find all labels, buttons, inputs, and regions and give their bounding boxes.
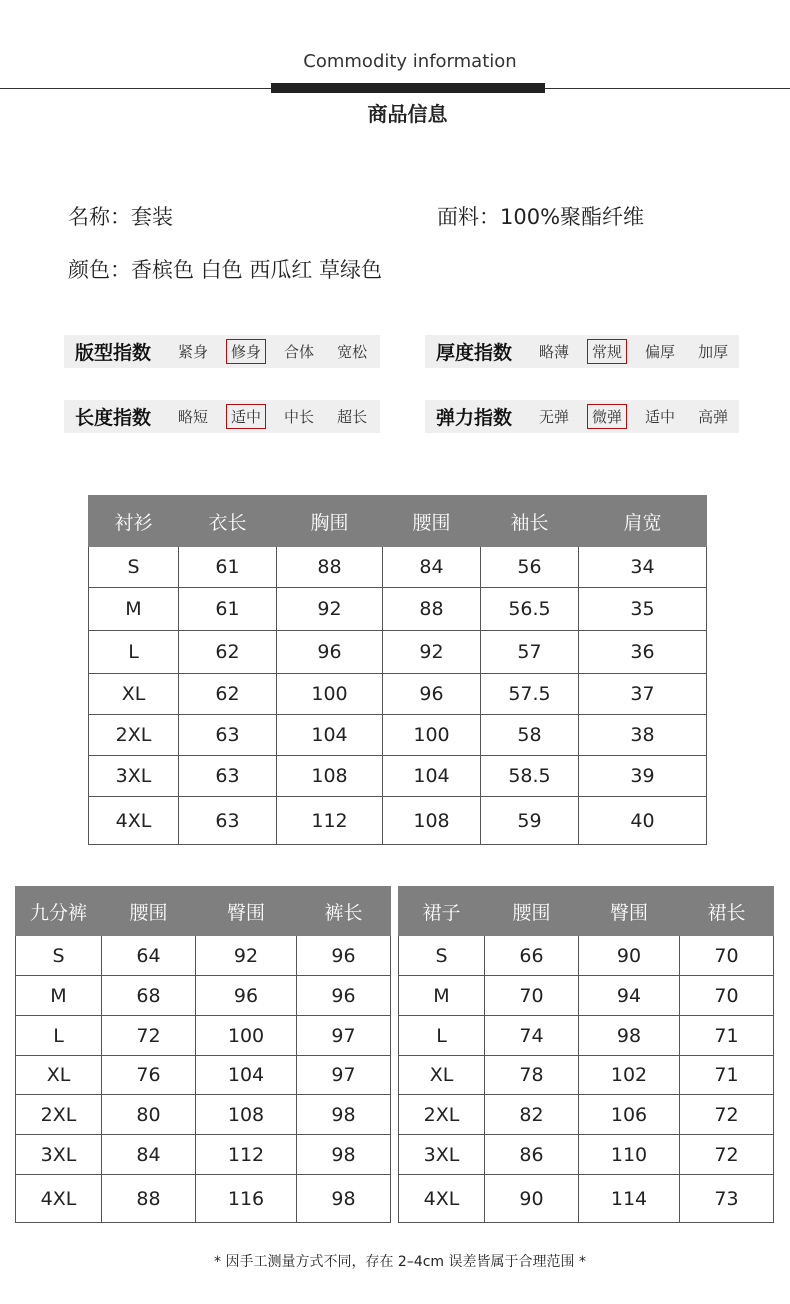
- table-cell: 112: [277, 797, 383, 845]
- table-cell: 84: [383, 547, 481, 588]
- index-option: 无弹: [539, 408, 570, 426]
- table-cell: 96: [383, 674, 481, 715]
- table-cell: 108: [277, 756, 383, 797]
- product-colors: 颜色：香槟色 白色 西瓜红 草绿色: [68, 258, 383, 282]
- table-cell: 96: [277, 631, 383, 674]
- table-row: [16, 1135, 391, 1175]
- table-row: [399, 1175, 774, 1223]
- table-cell: 100: [277, 674, 383, 715]
- index-elasticity: [425, 400, 739, 433]
- table-cell: 104: [196, 1056, 297, 1095]
- table-cell: 86: [485, 1135, 579, 1175]
- table-cell: 74: [485, 1016, 579, 1056]
- index-option: 加厚: [698, 343, 729, 361]
- table-cell: 3XL: [16, 1135, 102, 1175]
- table-cell: 84: [102, 1135, 196, 1175]
- table-cell: 59: [481, 797, 579, 845]
- table-cell: 36: [579, 631, 707, 674]
- index-option: 略短: [178, 408, 209, 426]
- table-cell: 98: [297, 1135, 391, 1175]
- table-cell: XL: [399, 1056, 485, 1095]
- index-label: 版型指数: [75, 342, 152, 364]
- table-cell: L: [16, 1016, 102, 1056]
- table-cell: 96: [297, 936, 391, 976]
- index-length: [64, 400, 380, 433]
- index-option: 高弹: [698, 408, 729, 426]
- table-row: [399, 976, 774, 1016]
- table-cell: 96: [297, 976, 391, 1016]
- table-cell: L: [399, 1016, 485, 1056]
- table-cell: 104: [383, 756, 481, 797]
- table-header-cell: 腰围: [102, 887, 196, 936]
- table-cell: 88: [383, 588, 481, 631]
- table-row: [399, 1095, 774, 1135]
- table-row: [89, 797, 707, 845]
- index-option: 合体: [284, 343, 315, 361]
- table-cell: 40: [579, 797, 707, 845]
- table-cell: 72: [102, 1016, 196, 1056]
- table-cell: 63: [179, 756, 277, 797]
- table-cell: 108: [196, 1095, 297, 1135]
- table-cell: M: [89, 588, 179, 631]
- table-cell: 68: [102, 976, 196, 1016]
- table-cell: 92: [277, 588, 383, 631]
- table-row: [16, 936, 391, 976]
- table-cell: 3XL: [399, 1135, 485, 1175]
- table-row: [399, 1056, 774, 1095]
- table-cell: 78: [485, 1056, 579, 1095]
- table-cell: 72: [680, 1095, 774, 1135]
- table-header-cell: 腰围: [485, 887, 579, 936]
- table-cell: 98: [579, 1016, 680, 1056]
- header-accent-bar: [271, 83, 545, 93]
- table-cell: 71: [680, 1056, 774, 1095]
- table-cell: 80: [102, 1095, 196, 1135]
- index-option: 偏厚: [645, 343, 676, 361]
- table-cell: 58: [481, 715, 579, 756]
- table-row: [16, 1095, 391, 1135]
- table-row: [89, 715, 707, 756]
- table-cell: 82: [485, 1095, 579, 1135]
- table-row: [399, 1135, 774, 1175]
- table-cell: 72: [680, 1135, 774, 1175]
- table-cell: L: [89, 631, 179, 674]
- table-cell: 62: [179, 631, 277, 674]
- table-cell: 34: [579, 547, 707, 588]
- index-option: 略薄: [539, 343, 570, 361]
- table-row: [89, 588, 707, 631]
- table-header-cell: 腰围: [383, 496, 481, 547]
- table-header-cell: 臀围: [196, 887, 297, 936]
- table-header-cell: 胸围: [277, 496, 383, 547]
- table-header-row: [399, 887, 774, 936]
- table-cell: 70: [680, 936, 774, 976]
- table-cell: 71: [680, 1016, 774, 1056]
- table-cell: 88: [277, 547, 383, 588]
- table-cell: 63: [179, 797, 277, 845]
- index-option: 超长: [337, 408, 368, 426]
- table-cell: 94: [579, 976, 680, 1016]
- shirt-size-table: [88, 495, 707, 845]
- table-cell: 56: [481, 547, 579, 588]
- index-option: 适中: [645, 408, 676, 426]
- index-option-selected: 适中: [226, 404, 266, 429]
- table-cell: 76: [102, 1056, 196, 1095]
- product-fabric: 面料：100%聚酯纤维: [437, 205, 645, 229]
- table-row: [399, 936, 774, 976]
- table-cell: 102: [579, 1056, 680, 1095]
- table-cell: 35: [579, 588, 707, 631]
- table-row: [89, 547, 707, 588]
- table-row: [89, 674, 707, 715]
- table-header-cell: 衣长: [179, 496, 277, 547]
- table-cell: 57: [481, 631, 579, 674]
- table-cell: 70: [485, 976, 579, 1016]
- index-option-selected: 修身: [226, 339, 266, 364]
- table-header-cell: 衬衫: [89, 496, 179, 547]
- table-header-cell: 裤长: [297, 887, 391, 936]
- table-header-row: [89, 496, 707, 547]
- index-fit: [64, 335, 380, 368]
- table-cell: 64: [102, 936, 196, 976]
- table-cell: 38: [579, 715, 707, 756]
- product-name: 名称：套装: [68, 205, 173, 229]
- index-label: 弹力指数: [436, 407, 513, 429]
- index-thickness: [425, 335, 739, 368]
- table-cell: 114: [579, 1175, 680, 1223]
- table-cell: 66: [485, 936, 579, 976]
- table-cell: S: [89, 547, 179, 588]
- table-cell: 61: [179, 547, 277, 588]
- table-cell: 90: [579, 936, 680, 976]
- table-header-cell: 肩宽: [579, 496, 707, 547]
- table-cell: 88: [102, 1175, 196, 1223]
- table-row: [16, 976, 391, 1016]
- table-row: [16, 1056, 391, 1095]
- table-cell: 70: [680, 976, 774, 1016]
- table-cell: 104: [277, 715, 383, 756]
- table-row: [89, 631, 707, 674]
- table-cell: 3XL: [89, 756, 179, 797]
- table-row: [16, 1175, 391, 1223]
- table-cell: 2XL: [16, 1095, 102, 1135]
- table-cell: 106: [579, 1095, 680, 1135]
- table-cell: XL: [16, 1056, 102, 1095]
- table-cell: M: [16, 976, 102, 1016]
- table-cell: 96: [196, 976, 297, 1016]
- table-cell: 63: [179, 715, 277, 756]
- table-cell: XL: [89, 674, 179, 715]
- table-cell: 97: [297, 1016, 391, 1056]
- table-cell: 92: [196, 936, 297, 976]
- table-cell: 116: [196, 1175, 297, 1223]
- table-cell: 4XL: [16, 1175, 102, 1223]
- table-cell: 108: [383, 797, 481, 845]
- table-cell: 2XL: [399, 1095, 485, 1135]
- table-cell: 73: [680, 1175, 774, 1223]
- index-option-selected: 常规: [587, 339, 627, 364]
- table-cell: 100: [383, 715, 481, 756]
- index-label: 厚度指数: [436, 342, 513, 364]
- table-cell: S: [16, 936, 102, 976]
- table-cell: 4XL: [399, 1175, 485, 1223]
- table-row: [399, 1016, 774, 1056]
- table-cell: 61: [179, 588, 277, 631]
- table-row: [89, 756, 707, 797]
- table-header-cell: 臀围: [579, 887, 680, 936]
- table-cell: 112: [196, 1135, 297, 1175]
- header-title-en: Commodity information: [303, 51, 517, 72]
- table-cell: 90: [485, 1175, 579, 1223]
- table-header-row: [16, 887, 391, 936]
- table-header-cell: 九分裤: [16, 887, 102, 936]
- table-cell: S: [399, 936, 485, 976]
- table-cell: 92: [383, 631, 481, 674]
- table-cell: 62: [179, 674, 277, 715]
- table-cell: 98: [297, 1175, 391, 1223]
- index-option: 紧身: [178, 343, 209, 361]
- table-cell: 57.5: [481, 674, 579, 715]
- index-label: 长度指数: [75, 407, 152, 429]
- index-option: 中长: [284, 408, 315, 426]
- table-cell: 56.5: [481, 588, 579, 631]
- skirt-size-table: [398, 886, 774, 1223]
- index-option: 宽松: [337, 343, 368, 361]
- table-cell: 39: [579, 756, 707, 797]
- table-row: [16, 1016, 391, 1056]
- table-cell: 58.5: [481, 756, 579, 797]
- table-header-cell: 裙子: [399, 887, 485, 936]
- table-header-cell: 裙长: [680, 887, 774, 936]
- table-cell: M: [399, 976, 485, 1016]
- table-header-cell: 袖长: [481, 496, 579, 547]
- table-cell: 98: [297, 1095, 391, 1135]
- table-cell: 110: [579, 1135, 680, 1175]
- table-cell: 97: [297, 1056, 391, 1095]
- pants-size-table: [15, 886, 391, 1223]
- table-cell: 37: [579, 674, 707, 715]
- table-cell: 4XL: [89, 797, 179, 845]
- table-cell: 2XL: [89, 715, 179, 756]
- table-cell: 100: [196, 1016, 297, 1056]
- header-title-cn: 商品信息: [367, 102, 448, 126]
- measurement-footnote: * 因手工测量方式不同，存在 2–4cm 误差皆属于合理范围 *: [214, 1254, 586, 1270]
- index-option-selected: 微弹: [587, 404, 627, 429]
